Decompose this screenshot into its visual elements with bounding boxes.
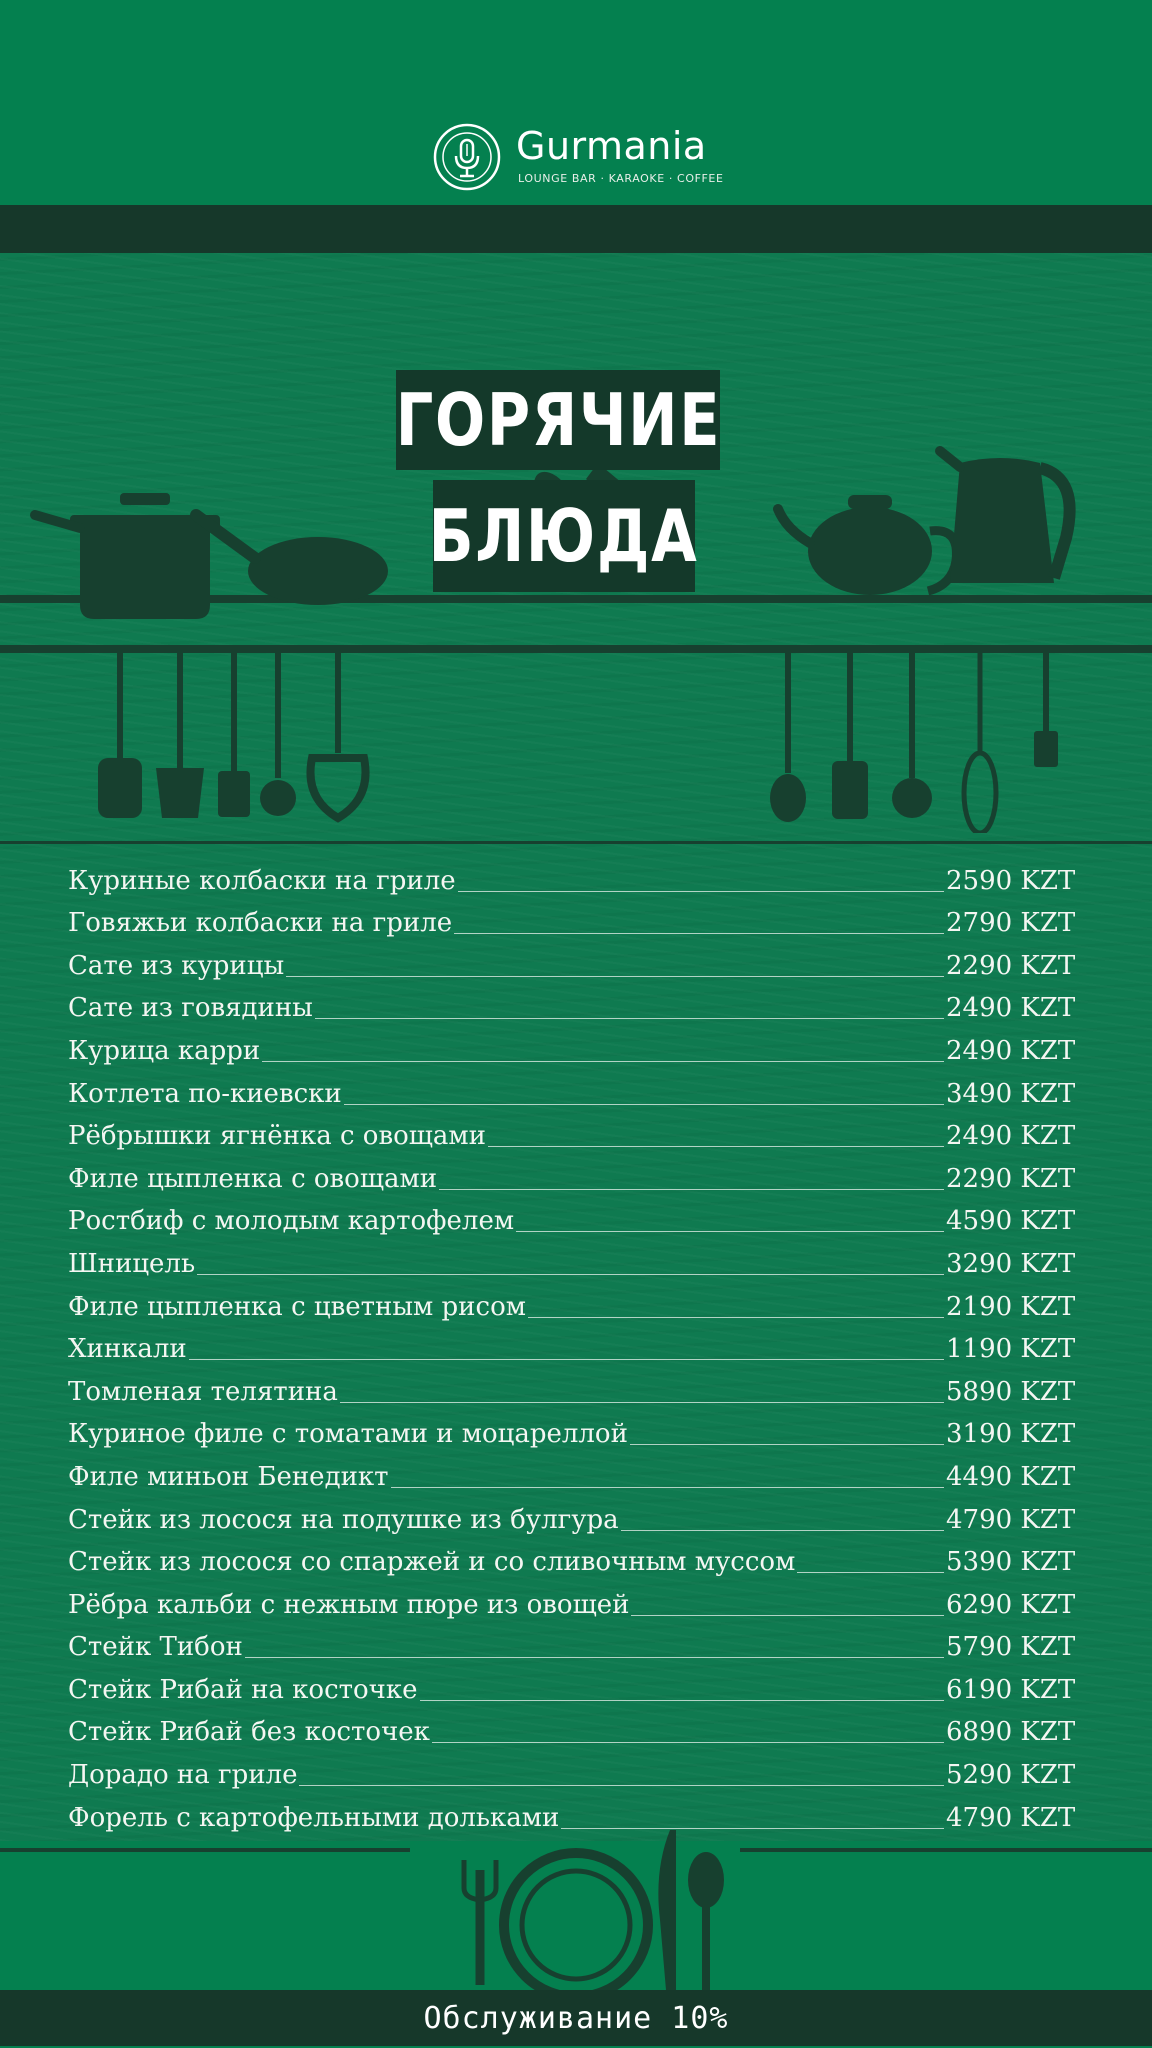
menu-item-name: Хинкали [68, 1334, 187, 1365]
menu-item-leader-line [488, 1145, 944, 1147]
menu-item-price: 4590 KZT [946, 1206, 1076, 1237]
menu-item-leader-line [344, 1103, 944, 1105]
menu-item [68, 1451, 1096, 1494]
service-charge-note: Обслуживание 10% [423, 2000, 729, 2036]
menu-item-name: Куриное филе с томатами и моцареллой [68, 1419, 628, 1450]
menu-item-price: 4490 KZT [946, 1461, 1076, 1492]
menu-item-name: Рёбрышки ягнёнка с овощами [68, 1121, 486, 1152]
menu-item-name: Сате из курицы [68, 950, 285, 981]
plate-cutlery-icon [0, 1830, 1152, 1990]
brand-logo [432, 122, 732, 194]
menu-item-leader-line [630, 1443, 944, 1445]
menu-item-leader-line [454, 932, 944, 934]
menu-item-leader-line [420, 1699, 944, 1701]
menu-item-name: Филе цыпленка с цветным рисом [68, 1291, 526, 1322]
menu-item [68, 1196, 1096, 1239]
page-title-line1: ГОРЯЧИЕ [395, 378, 721, 462]
menu-item-name: Форель с картофельными дольками [68, 1802, 560, 1833]
menu-item [68, 983, 1096, 1026]
brand-name: Gurmania [516, 124, 707, 168]
menu-list [68, 855, 1096, 1835]
menu-item-leader-line [458, 890, 944, 892]
service-band [0, 1990, 1152, 2046]
menu-item-name: Дорадо на гриле [68, 1760, 298, 1791]
menu-item-leader-line [439, 1188, 944, 1190]
menu-item-name: Сате из говядины [68, 993, 313, 1024]
menu-item-price: 2290 KZT [946, 1163, 1076, 1194]
menu-item-name: Стейк Тибон [68, 1632, 243, 1663]
menu-item-leader-line [315, 1017, 944, 1019]
menu-item-name: Томленая телятина [68, 1376, 338, 1407]
menu-item-price: 5890 KZT [946, 1376, 1076, 1407]
menu-item [68, 1707, 1096, 1750]
menu-item [68, 855, 1096, 898]
menu-item-leader-line [245, 1656, 944, 1658]
menu-item-leader-line [262, 1060, 944, 1062]
menu-item-name: Филе миньон Бенедикт [68, 1461, 389, 1492]
separator-top [0, 841, 1152, 844]
menu-item-leader-line [621, 1529, 944, 1531]
menu-item-price: 6290 KZT [946, 1589, 1076, 1620]
menu-item-price: 3490 KZT [946, 1078, 1076, 1109]
menu-item-price: 6190 KZT [946, 1674, 1076, 1705]
menu-item [68, 1238, 1096, 1281]
menu-item-leader-line [516, 1230, 944, 1232]
menu-item-name: Говяжьи колбаски на гриле [68, 908, 453, 939]
menu-item-leader-line [340, 1401, 944, 1403]
menu-item [68, 1494, 1096, 1537]
menu-item-price: 2490 KZT [946, 1121, 1076, 1152]
menu-item-price: 5790 KZT [946, 1632, 1076, 1663]
menu-item [68, 1409, 1096, 1452]
menu-item-leader-line [391, 1486, 944, 1488]
menu-item-name: Стейк Рибай на косточке [68, 1674, 418, 1705]
menu-item [68, 1025, 1096, 1068]
menu-item-name: Рёбра кальби с нежным пюре из овощей [68, 1589, 630, 1620]
menu-item-name: Куриные колбаски на гриле [68, 865, 456, 896]
title-box-line2 [429, 480, 699, 592]
brand-tagline: LOUNGE BAR · KARAOKE · COFFEE [518, 172, 724, 185]
menu-item [68, 1366, 1096, 1409]
menu-item-name: Шницель [68, 1248, 196, 1279]
menu-item-price: 5390 KZT [946, 1547, 1076, 1578]
menu-item-leader-line [561, 1827, 944, 1829]
menu-item [68, 1324, 1096, 1367]
top-band [0, 205, 1152, 253]
menu-item-leader-line [197, 1273, 944, 1275]
menu-item [68, 898, 1096, 941]
title-box-line1 [396, 370, 720, 470]
menu-item-price: 6890 KZT [946, 1717, 1076, 1748]
microphone-logo-icon [432, 122, 502, 192]
menu-item-leader-line [631, 1614, 944, 1616]
menu-item-price: 2790 KZT [946, 908, 1076, 939]
menu-item-price: 4790 KZT [946, 1504, 1076, 1535]
menu-item-name: Курица карри [68, 1035, 261, 1066]
menu-item-price: 5290 KZT [946, 1760, 1076, 1791]
menu-item-leader-line [299, 1784, 944, 1786]
menu-item [68, 1068, 1096, 1111]
menu-item-name: Котлета по-киевски [68, 1078, 342, 1109]
menu-item [68, 1749, 1096, 1792]
menu-item-price: 2490 KZT [946, 993, 1076, 1024]
menu-item-price: 3290 KZT [946, 1248, 1076, 1279]
menu-item-price: 2290 KZT [946, 950, 1076, 981]
menu-item [68, 1792, 1096, 1835]
menu-item [68, 1579, 1096, 1622]
menu-item [68, 1622, 1096, 1665]
menu-item-price: 2490 KZT [946, 1035, 1076, 1066]
page-title-line2: БЛЮДА [429, 494, 699, 578]
menu-item [68, 1111, 1096, 1154]
menu-item-name: Стейк Рибай без косточек [68, 1717, 430, 1748]
menu-item-price: 2590 KZT [946, 865, 1076, 896]
menu-item-price: 3190 KZT [946, 1419, 1076, 1450]
menu-item-name: Стейк из лосося на подушке из булгура [68, 1504, 619, 1535]
menu-item-price: 4790 KZT [946, 1802, 1076, 1833]
menu-item-leader-line [189, 1358, 944, 1360]
menu-item [68, 1153, 1096, 1196]
menu-item-name: Стейк из лосося со спаржей и со сливочным муссом [68, 1547, 796, 1578]
menu-item-leader-line [797, 1571, 944, 1573]
menu-item-name: Ростбиф с молодым картофелем [68, 1206, 515, 1237]
menu-item-price: 2190 KZT [946, 1291, 1076, 1322]
menu-item [68, 1537, 1096, 1580]
menu-item-name: Филе цыпленка с овощами [68, 1163, 438, 1194]
menu-item [68, 1281, 1096, 1324]
menu-item-leader-line [528, 1316, 944, 1318]
menu-item-leader-line [286, 975, 944, 977]
menu-item-price: 1190 KZT [946, 1334, 1076, 1365]
menu-item [68, 940, 1096, 983]
menu-item [68, 1664, 1096, 1707]
menu-item-leader-line [432, 1741, 944, 1743]
